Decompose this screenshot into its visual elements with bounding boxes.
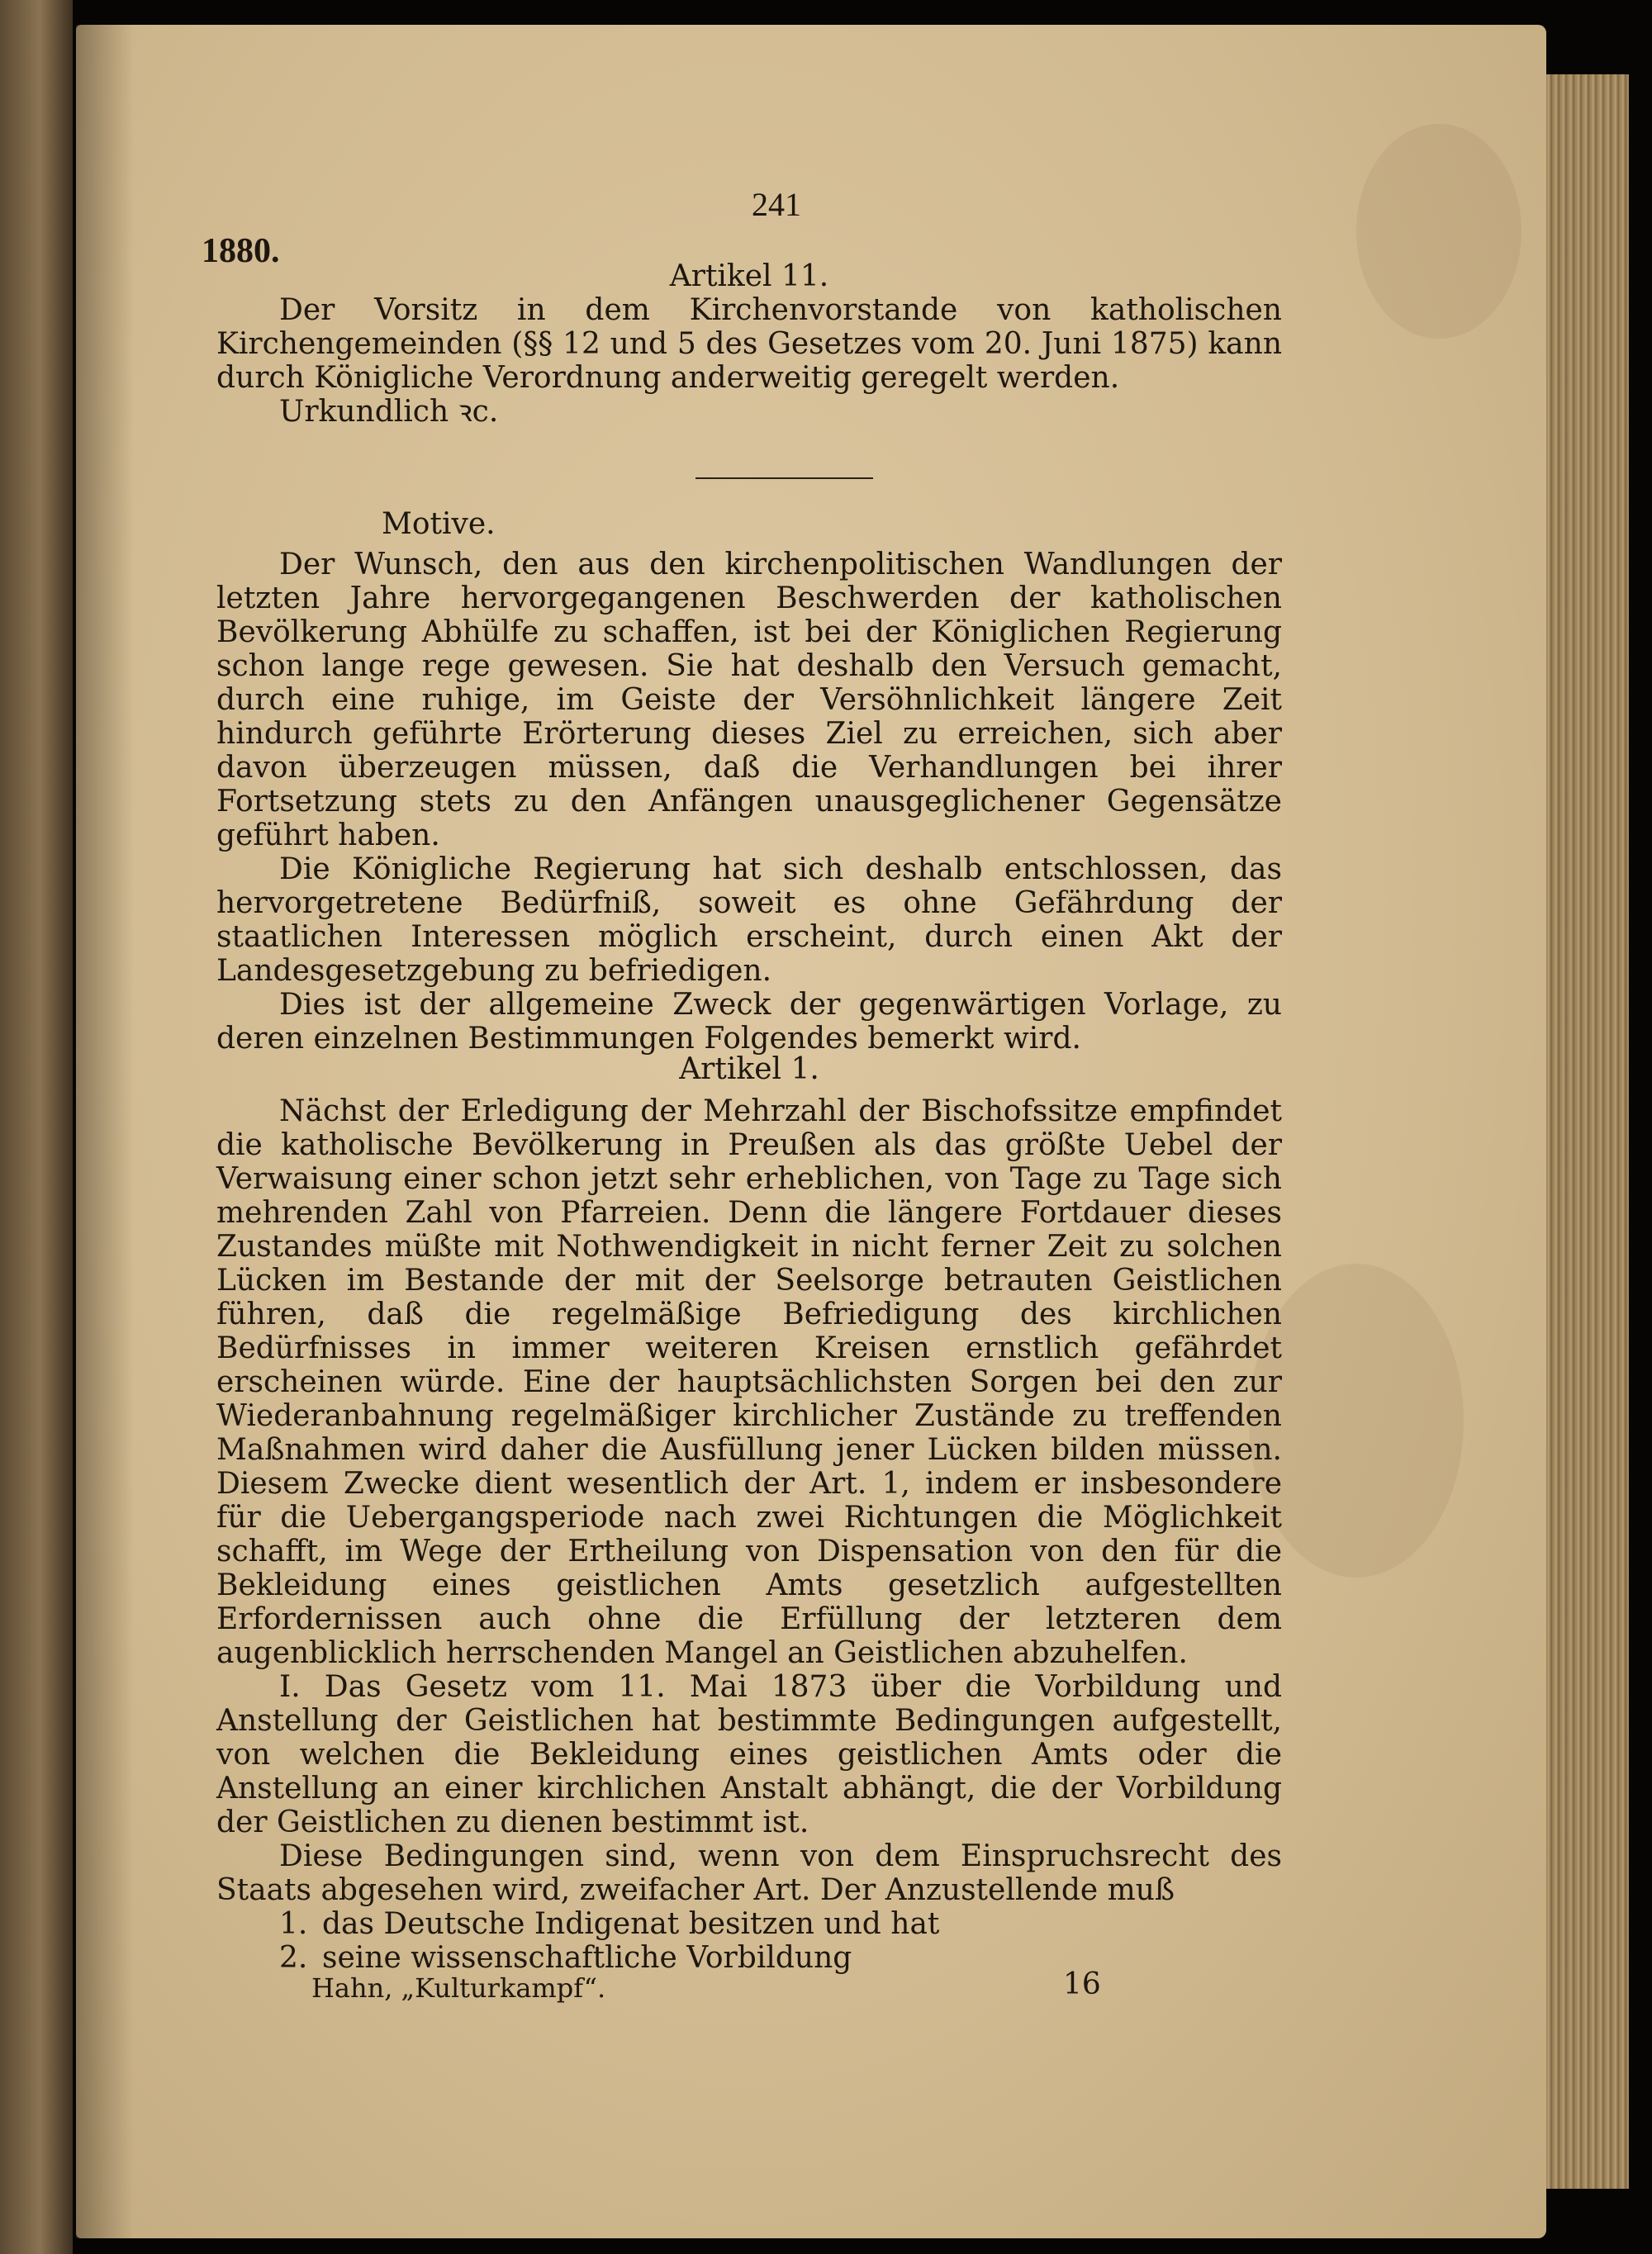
paper-stain (1356, 124, 1521, 339)
running-head-year: 1880. (202, 232, 280, 270)
article-1-paragraph: Nächst der Erledigung der Mehrzahl der Bischofssitze empfindet die katholische Bevölkerung in Preußen als das größte Uebel der Verwaisung einer schon jetzt sehr erheblichen, von Tage zu Tage sich mehrenden Zahl von Pfarreien. Denn die längere Fortdauer dieses Zustandes müßte mit Nothwendigkeit in nicht ferner Zeit zu solchen Lücken im Bestande der mit der Seelsorge betrauten Geistlichen führen, daß die regelmäßige Befriedigung des kirchlichen Bedürfnisses in immer weiteren Kreisen ernstlich gefährdet erscheinen würde. Eine der hauptsächlichsten Sorgen bei den zur Wiederanbahnung regelmäßiger kirchlicher Zustände zu treffenden Maßnahmen wird daher die Ausfüllung jener Lücken bilden müssen. Diesem Zwecke dient wesentlich der Art. 1, indem er insbesondere für die Uebergangsperiode nach zwei Richtungen die Möglichkeit schafft, im Wege der Ertheilung von Dispensation von den für die Bekleidung eines geistlichen Amts gesetzlich aufgestellten Erfordernissen auch ohne die Erfüllung der letzteren dem augenblicklich herrschenden Mangel an Geistlichen abzuhelfen. (216, 1094, 1282, 1670)
list-item-text: das Deutsche Indigenat besitzen und hat (322, 1907, 940, 1941)
list-item-number: 2. (279, 1941, 308, 1975)
article-1-heading: Artikel 1. (679, 1052, 819, 1086)
list-item (216, 1907, 1282, 1941)
article-11-section (216, 259, 1282, 429)
footer-source: Hahn, „Kulturkampf“. (311, 1972, 606, 2004)
gutter-shadow (76, 25, 134, 2238)
article-1-paragraph: I. Das Gesetz vom 11. Mai 1873 über die Vorbildung und Anstellung der Geistlichen hat bestimmte Bedingungen aufgestellt, von welchen die Bekleidung eines geistlichen Amts oder die Anstellung an einer kirchlichen Anstalt abhängt, die der Vorbildung der Geistlichen zu dienen bestimmt ist. (216, 1670, 1282, 1839)
article-11-heading: Artikel 11. (669, 259, 829, 293)
motive-heading: Motive. (382, 507, 496, 541)
list-item (216, 1941, 1282, 1975)
article-11-closing: Urkundlich ꝛc. (279, 395, 499, 429)
article-11-paragraph: Der Vorsitz in dem Kirchenvorstande von katholischen Kirchengemeinden (§§ 12 und 5 des Gesetzes vom 20. Juni 1875) kann durch Königliche Verordnung anderweitig geregelt werden. (216, 293, 1282, 395)
motive-paragraph: Der Wunsch, den aus den kirchenpolitischen Wandlungen der letzten Jahre hervorgegangenen Beschwerden der katholischen Bevölkerung Abhülfe zu schaffen, ist bei der Königlichen Regierung schon lange rege gewesen. Sie hat deshalb den Versuch gemacht, durch eine ruhige, im Geiste der Versöhnlichkeit längere Zeit hindurch geführte Erörterung dieses Ziel zu erreichen, sich aber davon überzeugen müssen, daß die Verhandlungen bei ihrer Fortsetzung stets zu den Anfängen unausgeglichener Gegensätze geführt haben. (216, 548, 1282, 852)
motive-section (216, 507, 1282, 1056)
article-1-paragraph: Diese Bedingungen sind, wenn von dem Einspruchsrecht des Staats abgesehen wird, zweifacher Art. Der Anzustellende muß (216, 1839, 1282, 1907)
motive-paragraph: Die Königliche Regierung hat sich deshalb entschlossen, das hervorgetretene Bedürfniß, soweit es ohne Gefährdung der staatlichen Interessen möglich erscheint, durch einen Akt der Landesgesetzgebung zu befriedigen. (216, 852, 1282, 988)
page-block-edge (1546, 74, 1629, 2189)
facing-page-edge (0, 0, 73, 2254)
page-number: 241 (752, 186, 801, 223)
list-item-text: seine wissenschaftliche Vorbildung (322, 1941, 852, 1975)
section-separator-rule (695, 477, 873, 479)
footer-signature-mark: 16 (1063, 1967, 1101, 2001)
article-1-section (216, 1052, 1282, 1975)
book-page (76, 25, 1546, 2238)
motive-paragraph: Dies ist der allgemeine Zweck der gegenwärtigen Vorlage, zu deren einzelnen Bestimmungen Folgendes bemerkt wird. (216, 988, 1282, 1056)
list-item-number: 1. (279, 1907, 308, 1941)
